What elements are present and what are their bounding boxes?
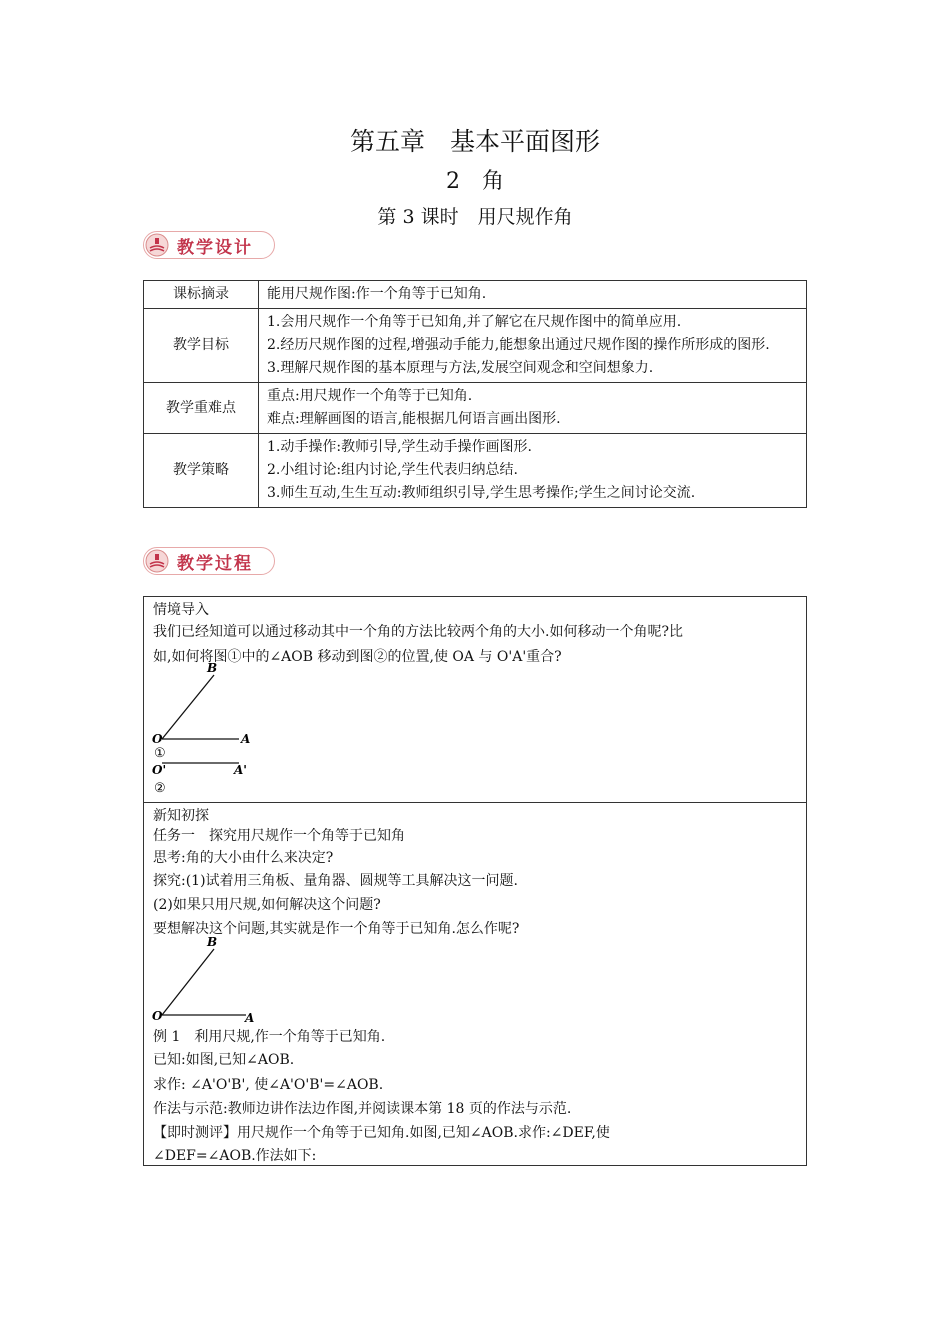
row-label: 教学重难点	[144, 383, 259, 434]
teaching-design-badge	[143, 231, 275, 259]
task-text: 任务一 探究用尺规作一个角等于已知角	[153, 828, 405, 844]
label-a: A	[241, 732, 251, 746]
table-row	[144, 434, 807, 508]
row-label: 课标摘录	[144, 281, 259, 309]
label-o: O	[152, 1009, 163, 1023]
row-label: 教学目标	[144, 309, 259, 383]
row-label: 教学策略	[144, 434, 259, 508]
table-row	[144, 309, 807, 383]
info-table	[143, 280, 807, 508]
label-a: A	[245, 1011, 255, 1023]
explore-text: (2)如果只用尺规,如何解决这个问题?	[153, 897, 381, 913]
test-text: 【即时测评】用尺规作一个角等于已知角.如图,已知∠AOB.求作:∠DEF,使	[153, 1125, 610, 1141]
ray-ob	[162, 949, 214, 1015]
chapter-title: 第五章 基本平面图形	[349, 127, 600, 156]
label-b: B	[207, 935, 218, 949]
row-content: 1.会用尺规作一个角等于已知角,并了解它在尺规作图中的简单应用. 2.经历尺规作图的过程,增强动手能力,能想象出通过尺规作图的操作所形成的图形. 3.理解尺规作图的基本原理与方法,发展空间观念和空间想象力.	[259, 309, 807, 383]
method-text: 作法与示范:教师边讲作法边作图,并阅读课本第 18 页的作法与示范.	[153, 1101, 572, 1117]
new-heading: 新知初探	[153, 808, 209, 824]
ray-ob	[162, 675, 214, 739]
want-text: 要想解决这个问题,其实就是作一个角等于已知角.怎么作呢?	[153, 921, 520, 937]
table-row	[144, 281, 807, 309]
teaching-process-badge	[143, 547, 275, 575]
process-box	[143, 596, 807, 1166]
angle-figure-1	[144, 659, 284, 799]
table-row	[144, 383, 807, 434]
lesson-title: 第 3 课时 用尺规作角	[377, 206, 573, 228]
row-content: 重点:用尺规作一个角等于已知角. 难点:理解画图的语言,能根据几何语言画出图形.	[259, 383, 807, 434]
row-content: 能用尺规作图:作一个角等于已知角.	[259, 281, 807, 309]
book-icon	[145, 549, 169, 573]
find-text: 求作: ∠A'O'B', 使∠A'O'B'=∠AOB.	[153, 1077, 384, 1093]
label-b: B	[207, 661, 218, 675]
intro-heading: 情境导入	[153, 602, 209, 618]
section-title: 2 角	[446, 169, 504, 194]
intro-text: 如,如何将图①中的∠AOB 移动到图②的位置,使 OA 与 O'A'重合?	[153, 649, 562, 665]
intro-text: 我们已经知道可以通过移动其中一个角的方法比较两个角的大小.如何移动一个角呢?比	[153, 624, 683, 640]
explore-text: 探究:(1)试着用三角板、量角器、圆规等工具解决这一问题.	[153, 873, 518, 889]
think-text: 思考:角的大小由什么来决定?	[153, 850, 334, 866]
row-content: 1.动手操作:教师引导,学生动手操作画图形. 2.小组讨论:组内讨论,学生代表归纳总结. 3.师生互动,生生互动:教师组织引导,学生思考操作;学生之间讨论交流.	[259, 434, 807, 508]
figure-number-2: ②	[154, 781, 166, 796]
test-text: ∠DEF=∠AOB.作法如下:	[153, 1148, 317, 1164]
example-text: 例 1 利用尺规,作一个角等于已知角.	[153, 1029, 386, 1045]
label-a-prime: A'	[234, 763, 247, 777]
label-o: O	[152, 732, 163, 746]
badge-label: 教学过程	[177, 553, 253, 574]
angle-figure-2	[144, 933, 274, 1023]
book-icon	[145, 233, 169, 257]
known-text: 已知:如图,已知∠AOB.	[153, 1052, 295, 1068]
figure-number-1: ①	[154, 746, 166, 761]
label-o-prime: O'	[152, 763, 167, 777]
badge-label: 教学设计	[177, 237, 253, 258]
intro-section	[144, 597, 806, 803]
